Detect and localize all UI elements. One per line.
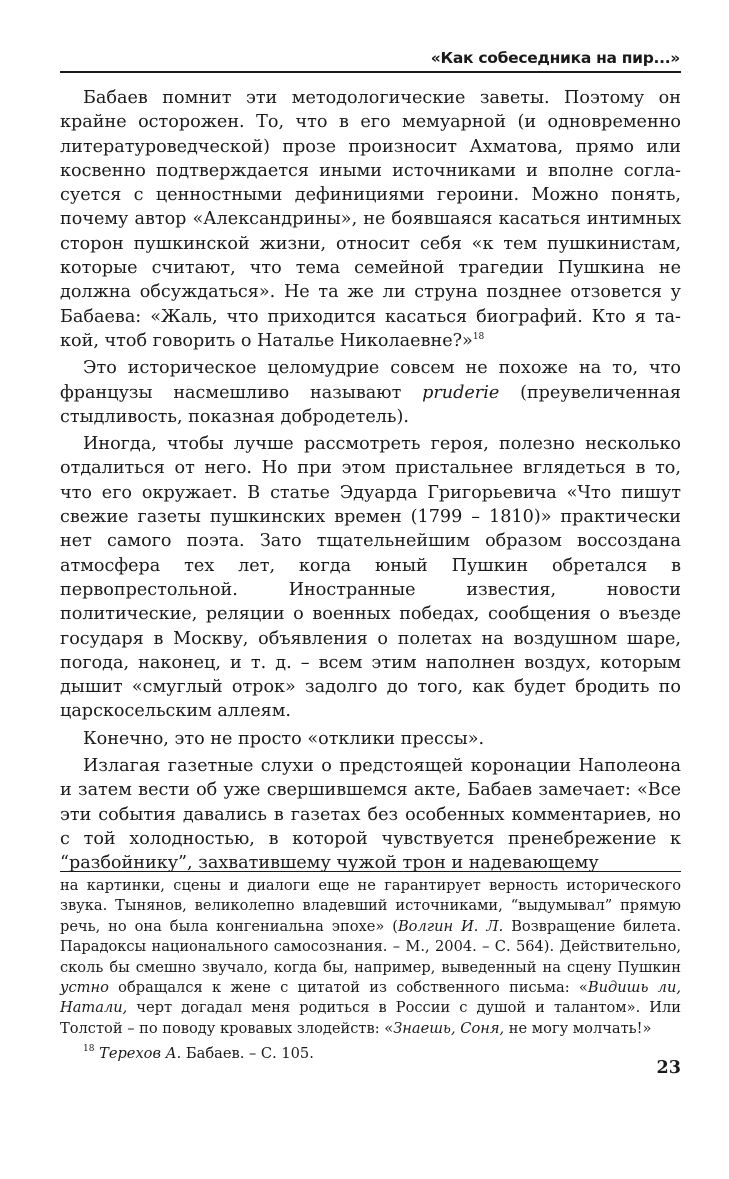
paragraph-3: Иногда, чтобы лучше рассмотреть героя, полезно несколько отдалиться от него. Но при этом пристальнее вглядеться в то, что его окружает. В статье Эдуарда Григорьевича «Что пишут свежие газеты пушкинских времен (1799 – 1810)» практически нет самого поэта. Зато тщательнейшим образом воссоздана атмосфера тех лет, когда юный Пушкин обретался в первопрестольной. Иностранные известия, новости политические, реляции о военных победах, сообщения о въезде государя в Москву, объявления о полетах на воздушном шаре, погода, наконец, и т. д. – всем этим наполнен воздух, которым дышит «смуглый отрок» задолго до того, как будет бродить по царскосельским аллеям. xyxy=(60,434,681,722)
running-head: «Как собеседника на пир...» xyxy=(430,49,680,67)
footnote-18-author: Терехов А. xyxy=(99,1045,182,1063)
pruderie-term: pruderie xyxy=(422,382,500,403)
footnote-18-text: Бабаев. – С. 105. xyxy=(181,1045,314,1063)
footnote-continuation xyxy=(60,876,681,1039)
footnote-rule xyxy=(60,871,681,872)
footnote-text-c: обращался к жене с цитатой из собственного письма: « xyxy=(108,979,588,997)
paragraph-1 xyxy=(60,86,681,353)
page-number: 23 xyxy=(656,1057,681,1078)
footnotes xyxy=(60,876,681,1065)
footnote-18-number: 18 xyxy=(83,1044,95,1055)
footnote-text-d: черт догадал меня родиться в России с душой и талантом». Или Толстой – по поводу кровавых злодейств: « xyxy=(60,999,681,1037)
footnote-quote-sonya: Знаешь, Соня, xyxy=(393,1019,505,1037)
paragraph-2-text-a: Это историческое целомудрие совсем не похоже на то, что французы насмешливо называют xyxy=(60,358,681,403)
paragraph-2-text-b: (преувеличенная стыдливость, показная добродетель). xyxy=(60,382,681,427)
header-rule xyxy=(60,71,681,73)
paragraph-1-text: Бабаев помнит эти методологические заветы. Поэтому он крайне осторожен. То, что в его мемуарной (и одновременно литературоведческой) прозе произносит Ахматова, прямо или косвенно подтверждается иными источниками и вполне согласуется с ценностными дефинициями героини. Можно понять, почему автор «Александрины», не боявшаяся касаться интимных сторон пушкинской жизни, относит себя «к тем пушкинистам, которые считают, что тема семейной трагедии Пушкина не должна обсуждаться». Не та же ли струна позднее отзовется у Бабаева: «Жаль, что приходится касаться биографий. Кто я такой, чтоб говорить о Наталье Николаевне?» xyxy=(60,88,681,351)
footnote-emphasis-ustno: устно xyxy=(60,979,109,997)
footnote-text-b: Возвращение билета. Парадоксы национального самосознания. – М., 2004. – С. 564). Действительно, сколь бы смешно звучало, когда бы, например, выведенный на сцену Пушкин xyxy=(60,917,682,976)
footnote-text-e: не могу молчать!» xyxy=(504,1019,652,1037)
footnote-ref-18[interactable]: 18 xyxy=(472,331,485,342)
paragraph-5: Излагая газетные слухи о предстоящей коронации Наполеона и затем вести об уже свершившемся акте, Бабаев замечает: «Все эти события давались в газетах без особенных комментариев, но с той холодностью, в которой чувствуется пренебрежение к “разбойнику”, захватившему чужой трон и надевающему xyxy=(60,756,681,874)
main-text xyxy=(60,86,681,879)
footnote-text-a: на картинки, сцены и диалоги еще не гарантирует верность исторического звука. Тынянов, великолепно владевший источниками, “выдумывал” прямую речь, но она была конгениальна эпохе» ( xyxy=(60,877,681,935)
footnote-18 xyxy=(60,1044,681,1064)
paragraph-4: Конечно, это не просто «отклики прессы». xyxy=(83,728,485,749)
footnote-quote-natali: Видишь ли, Натали, xyxy=(60,979,681,1017)
footnote-author-volgin: Волгин И. Л. xyxy=(397,917,504,935)
paragraph-2 xyxy=(60,356,681,429)
